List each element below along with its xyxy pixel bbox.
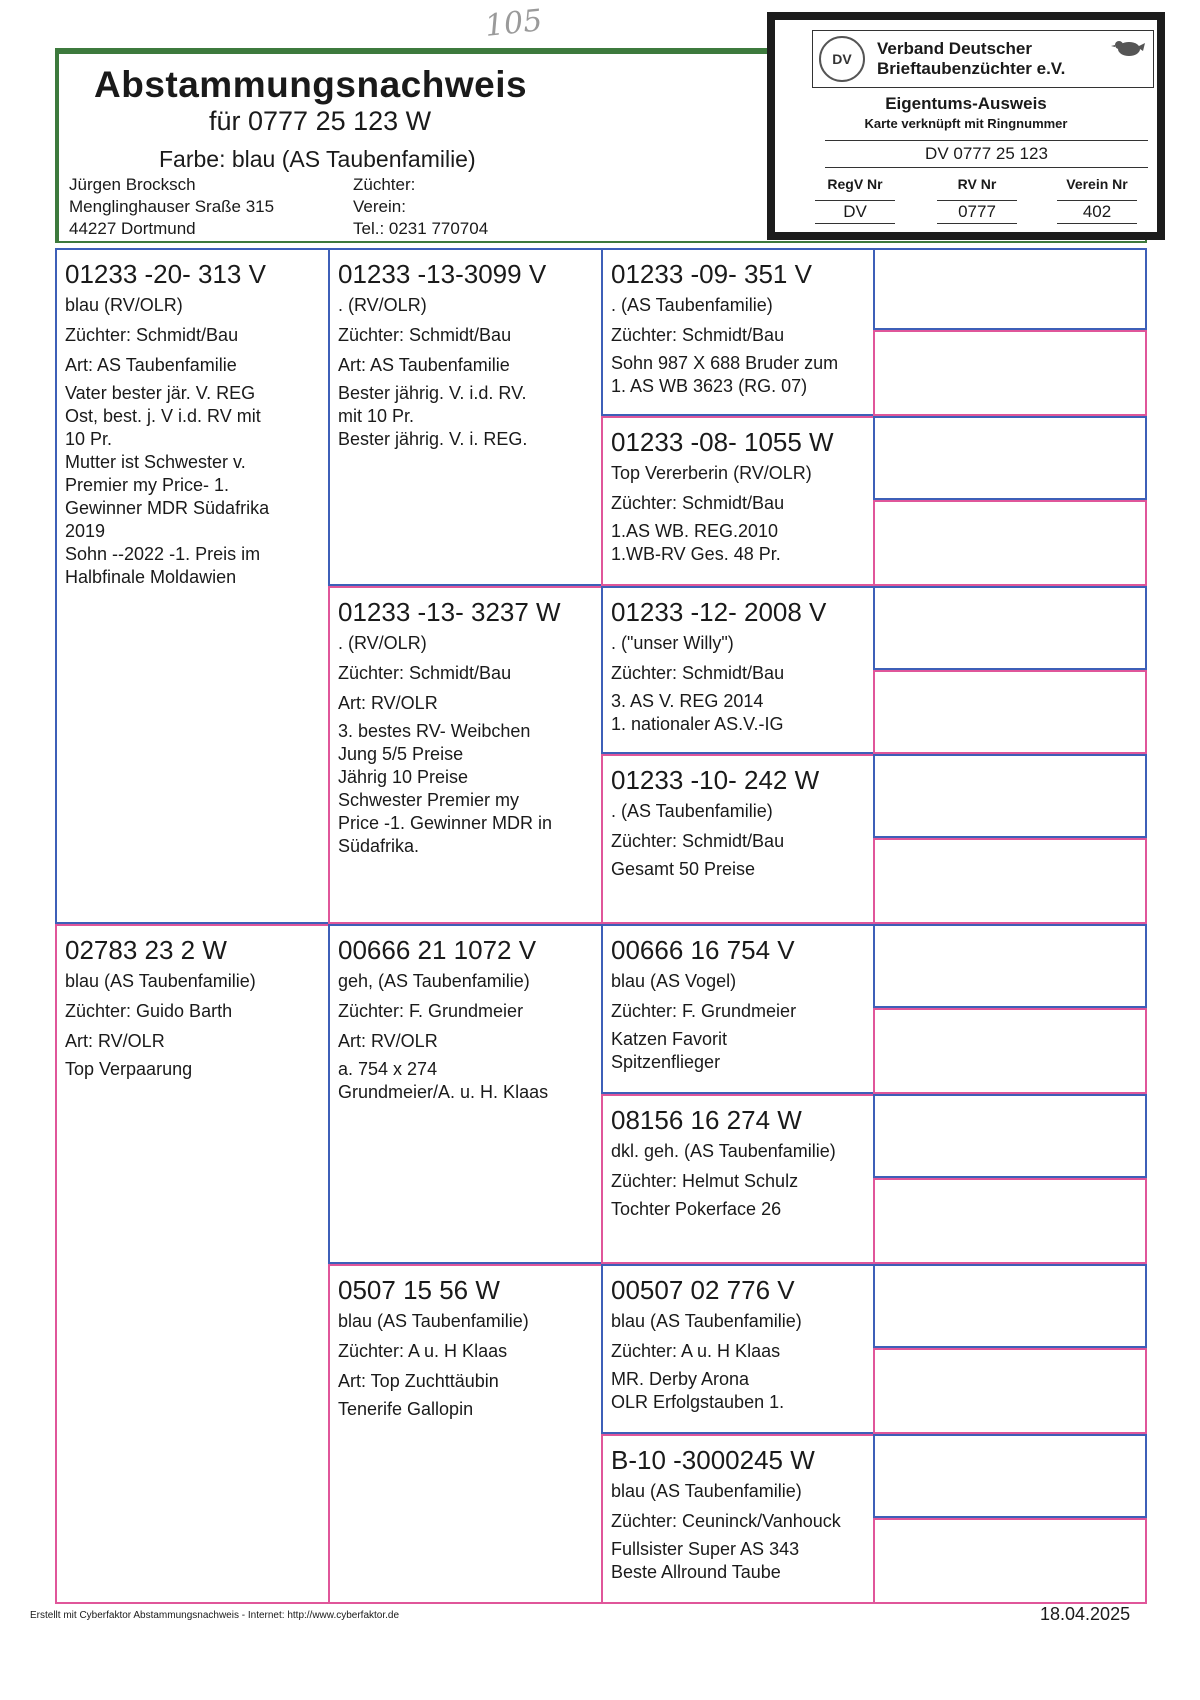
color: blau (AS Vogel) [611, 971, 737, 991]
ring-number: 00666 16 754 V [611, 935, 795, 965]
rv-label: RV Nr [957, 176, 997, 192]
desc-line: 1. AS WB 3623 (RG. 07) [611, 376, 808, 396]
breeder: Züchter: Schmidt/Bau [65, 325, 239, 345]
pedigree-father [55, 248, 330, 924]
breeder: Züchter: F. Grundmeier [338, 1001, 524, 1021]
desc-line: Bester jährig. V. i.d. RV. [338, 383, 527, 403]
breeder: Züchter: Schmidt/Bau [338, 325, 512, 345]
description [611, 520, 865, 566]
empty-slot [873, 1094, 1147, 1178]
art: Art: RV/OLR [338, 1031, 438, 1051]
empty-slot [873, 586, 1147, 670]
ring-number: 01233 -09- 351 V [611, 259, 812, 289]
pedigree-fff [601, 248, 875, 416]
ring-number: 01233 -08- 1055 W [611, 427, 834, 457]
phone: Tel.: 0231 770704 [353, 219, 489, 238]
desc-line: MR. Derby Arona [611, 1369, 750, 1389]
card-ringnumber: DV 0777 25 123 [825, 140, 1148, 168]
color: . (AS Taubenfamilie) [611, 295, 773, 315]
desc-line: a. 754 x 274 [338, 1059, 438, 1079]
desc-line: Jährig 10 Preise [338, 767, 469, 787]
desc-line: 3. bestes RV- Weibchen [338, 721, 531, 741]
art: Art: RV/OLR [338, 693, 438, 713]
rv-value: 0777 [937, 200, 1017, 224]
association-banner [812, 30, 1154, 88]
empty-slot [873, 500, 1147, 586]
breeder: Züchter: Schmidt/Bau [611, 831, 785, 851]
desc-line: Bester jährig. V. i. REG. [338, 429, 528, 449]
owner-address [69, 174, 274, 240]
breeder: Züchter: Schmidt/Bau [611, 493, 785, 513]
desc-line: Sohn --2022 -1. Preis im [65, 544, 261, 564]
owner-street: Menglinghauser Sraße 315 [69, 197, 275, 216]
description [611, 1368, 865, 1414]
color: blau (AS Taubenfamilie) [611, 1311, 802, 1331]
desc-line: Beste Allround Taube [611, 1562, 781, 1582]
desc-line: 3. AS V. REG 2014 [611, 691, 764, 711]
description [338, 382, 593, 451]
desc-line: 2019 [65, 521, 106, 541]
pedigree-mmf [601, 1264, 875, 1434]
desc-line: mit 10 Pr. [338, 406, 415, 426]
color: . (RV/OLR) [338, 295, 427, 315]
desc-line: Vater bester jär. V. REG [65, 383, 256, 403]
ring-number: 00507 02 776 V [611, 1275, 795, 1305]
description [65, 382, 320, 589]
empty-slot [873, 1518, 1147, 1604]
print-date: 18.04.2025 [1040, 1604, 1131, 1624]
art: Art: AS Taubenfamilie [65, 355, 237, 375]
ring-number: 02783 23 2 W [65, 935, 227, 965]
breeder: Züchter: Helmut Schulz [611, 1171, 799, 1191]
verein-value: 402 [1057, 200, 1137, 224]
pedigree-fmf [601, 586, 875, 754]
regv-value: DV [815, 200, 895, 224]
empty-slot [873, 670, 1147, 754]
association-logo: DV [819, 36, 865, 82]
pedigree-ffm [601, 416, 875, 586]
ring-number: 08156 16 274 W [611, 1105, 802, 1135]
description [611, 352, 865, 398]
ring-number: 01233 -13-3099 V [338, 259, 547, 289]
association-name [877, 39, 1065, 79]
description [611, 858, 865, 881]
color: . ("unser Willy") [611, 633, 734, 653]
ring-number: 01233 -13- 3237 W [338, 597, 561, 627]
verein-label: Verein Nr [1066, 176, 1128, 192]
ownership-card [767, 12, 1165, 240]
desc-line: Grundmeier/A. u. H. Klaas [338, 1082, 549, 1102]
desc-line: Jung 5/5 Preise [338, 744, 464, 764]
desc-line: Katzen Favorit [611, 1029, 728, 1049]
desc-line: Sohn 987 X 688 Bruder zum [611, 353, 839, 373]
desc-line: Price -1. Gewinner MDR in [338, 813, 553, 833]
desc-line: 10 Pr. [65, 429, 113, 449]
ring-number: 00666 21 1072 V [338, 935, 537, 965]
empty-slot [873, 330, 1147, 416]
association-name-line2: Brieftaubenzüchter e.V. [877, 59, 1066, 78]
color: . (AS Taubenfamilie) [611, 801, 773, 821]
breeder-info [353, 174, 488, 240]
desc-line: Schwester Premier my [338, 790, 520, 810]
empty-slot [873, 924, 1147, 1008]
pedigree-father-mother [328, 586, 603, 924]
card-title: Eigentums-Ausweis [885, 94, 1047, 113]
desc-line: OLR Erfolgstauben 1. [611, 1392, 785, 1412]
desc-line: Gewinner MDR Südafrika [65, 498, 270, 518]
desc-line: Premier my Price- 1. [65, 475, 230, 495]
breeder: Züchter: Schmidt/Bau [611, 663, 785, 683]
description [611, 1538, 865, 1584]
color: Top Vererberin (RV/OLR) [611, 463, 812, 483]
desc-line: 1.AS WB. REG.2010 [611, 521, 779, 541]
description [338, 1058, 593, 1104]
color: blau (AS Taubenfamilie) [611, 1481, 802, 1501]
club-label: Verein: [353, 197, 406, 216]
breeder: Züchter: F. Grundmeier [611, 1001, 797, 1021]
ring-number: 01233 -10- 242 W [611, 765, 820, 795]
breeder: Züchter: Schmidt/Bau [338, 663, 512, 683]
empty-slot [873, 1434, 1147, 1518]
color: dkl. geh. (AS Taubenfamilie) [611, 1141, 836, 1161]
empty-slot [873, 1264, 1147, 1348]
association-name-line1: Verband Deutscher [877, 39, 1032, 58]
color: . (RV/OLR) [338, 633, 427, 653]
empty-slot [873, 754, 1147, 838]
empty-slot [873, 416, 1147, 500]
desc-line: 1. nationaler AS.V.-IG [611, 714, 784, 734]
description [611, 690, 865, 736]
desc-line: Gesamt 50 Preise [611, 859, 756, 879]
description [611, 1198, 865, 1221]
breeder: Züchter: Guido Barth [65, 1001, 233, 1021]
breeder: Züchter: Schmidt/Bau [611, 325, 785, 345]
owner-city: 44227 Dortmund [69, 219, 196, 238]
ring-number: B-10 -3000245 W [611, 1445, 815, 1475]
desc-line: Tenerife Gallopin [338, 1399, 474, 1419]
subject-color: Farbe: blau (AS Taubenfamilie) [159, 146, 476, 172]
color: blau (RV/OLR) [65, 295, 183, 315]
pedigree-mother-mother [328, 1264, 603, 1604]
pedigree-mff [601, 924, 875, 1094]
description [338, 1398, 593, 1421]
empty-slot [873, 838, 1147, 924]
description [611, 1028, 865, 1074]
desc-line: Südafrika. [338, 836, 420, 856]
pedigree-mother-father [328, 924, 603, 1264]
empty-slot [873, 1348, 1147, 1434]
ring-number: 01233 -12- 2008 V [611, 597, 827, 627]
desc-line: 1.WB-RV Ges. 48 Pr. [611, 544, 781, 564]
desc-line: Fullsister Super AS 343 [611, 1539, 800, 1559]
document-title: Abstammungsnachweis [94, 64, 528, 105]
desc-line: Tochter Pokerface 26 [611, 1199, 782, 1219]
desc-line: Mutter ist Schwester v. [65, 452, 246, 472]
art: Art: Top Zuchttäubin [338, 1371, 499, 1391]
description [65, 1058, 320, 1081]
pedigree-father-father [328, 248, 603, 586]
color: geh, (AS Taubenfamilie) [338, 971, 530, 991]
breeder-label: Züchter: [353, 175, 416, 194]
description [338, 720, 593, 858]
desc-line: Top Verpaarung [65, 1059, 193, 1079]
ring-number: 01233 -20- 313 V [65, 259, 266, 289]
owner-name: Jürgen Brocksch [69, 175, 196, 194]
pedigree-mother [55, 924, 330, 1604]
pedigree-mfm [601, 1094, 875, 1264]
regv-label: RegV Nr [827, 176, 883, 192]
desc-line: Halbfinale Moldawien [65, 567, 237, 587]
art: Art: AS Taubenfamilie [338, 355, 510, 375]
color: blau (AS Taubenfamilie) [65, 971, 256, 991]
color: blau (AS Taubenfamilie) [338, 1311, 529, 1331]
breeder: Züchter: A u. H Klaas [338, 1341, 508, 1361]
handwritten-page-number: 105 [483, 3, 544, 44]
empty-slot [873, 1178, 1147, 1264]
pedigree-mmm [601, 1434, 875, 1604]
subject-ring-number: für 0777 25 123 W [209, 106, 432, 136]
footer-credit: Erstellt mit Cyberfaktor Abstammungsnachweis - Internet: http://www.cyberfaktor.de [30, 1610, 400, 1621]
breeder: Züchter: A u. H Klaas [611, 1341, 781, 1361]
empty-slot [873, 248, 1147, 330]
pedigree-fmm [601, 754, 875, 924]
ring-number: 0507 15 56 W [338, 1275, 500, 1305]
empty-slot [873, 1008, 1147, 1094]
card-subtitle: Karte verknüpft mit Ringnummer [864, 116, 1068, 131]
desc-line: Ost, best. j. V i.d. RV mit [65, 406, 261, 426]
art: Art: RV/OLR [65, 1031, 165, 1051]
pigeon-icon [1111, 37, 1145, 59]
desc-line: Spitzenflieger [611, 1052, 721, 1072]
breeder: Züchter: Ceuninck/Vanhouck [611, 1511, 841, 1531]
